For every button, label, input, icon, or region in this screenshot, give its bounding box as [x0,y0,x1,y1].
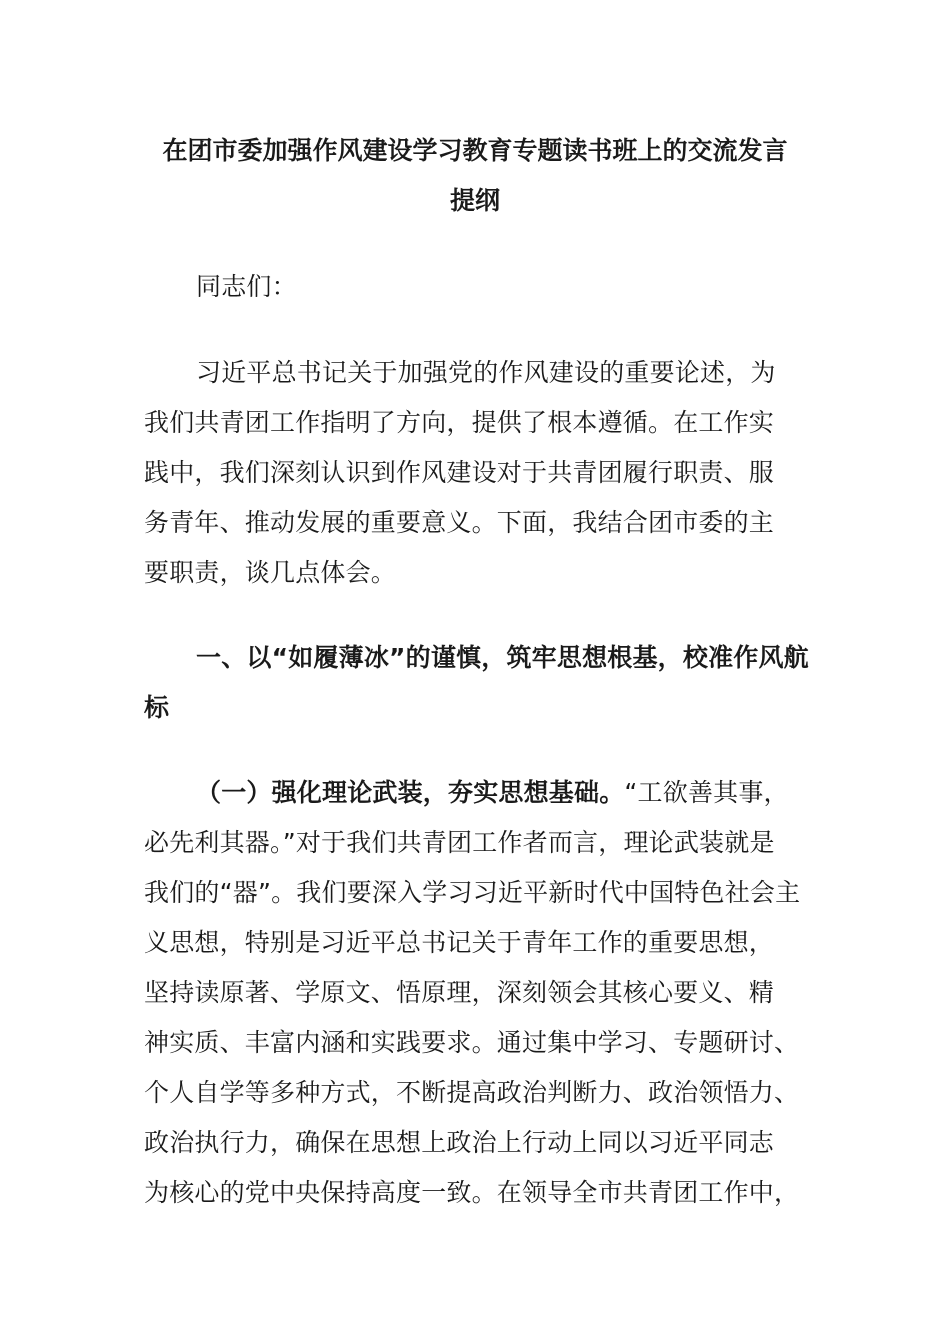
subsection-first-line [196,776,789,810]
section-heading-line-1: 一、以“如履薄冰”的谨慎，筑牢思想根基，校准作风航 [196,643,809,672]
body-line: 政治执行力，确保在思想上政治上行动上同以习近平同志 [144,1128,775,1157]
intro-line: 我们共青团工作指明了方向，提供了根本遵循。在工作实 [144,408,775,437]
subsection-text: “工欲善其事， [624,778,789,807]
body-line: 神实质、丰富内涵和实践要求。通过集中学习、专题研讨、 [144,1028,800,1057]
body-line: 我们的“器”。我们要深入学习习近平新时代中国特色社会主 [144,878,801,907]
salutation: 同志们： [196,272,297,301]
intro-line: 要职责，谈几点体会。 [144,558,397,587]
subsection-heading: （一）强化理论武装，夯实思想基础。 [196,778,625,807]
section-heading-line-2: 标 [144,693,170,722]
intro-line: 践中，我们深刻认识到作风建设对于共青团履行职责、服 [144,458,775,487]
document-title-line-2: 提纲 [449,186,500,215]
body-line: 为核心的党中央保持高度一致。在领导全市共青团工作中， [144,1178,800,1207]
body-line: 必先利其器。”对于我们共青团工作者而言，理论武装就是 [144,828,775,857]
intro-line: 务青年、推动发展的重要意义。下面，我结合团市委的主 [144,508,775,537]
document-title-line-1: 在团市委加强作风建设学习教育专题读书班上的交流发言 [162,136,788,165]
body-line: 个人自学等多种方式，不断提高政治判断力、政治领悟力、 [144,1078,800,1107]
intro-line: 习近平总书记关于加强党的作风建设的重要论述，为 [196,358,776,387]
body-line: 义思想，特别是习近平总书记关于青年工作的重要思想， [144,928,775,957]
body-line: 坚持读原著、学原文、悟原理，深刻领会其核心要义、精 [144,978,775,1007]
